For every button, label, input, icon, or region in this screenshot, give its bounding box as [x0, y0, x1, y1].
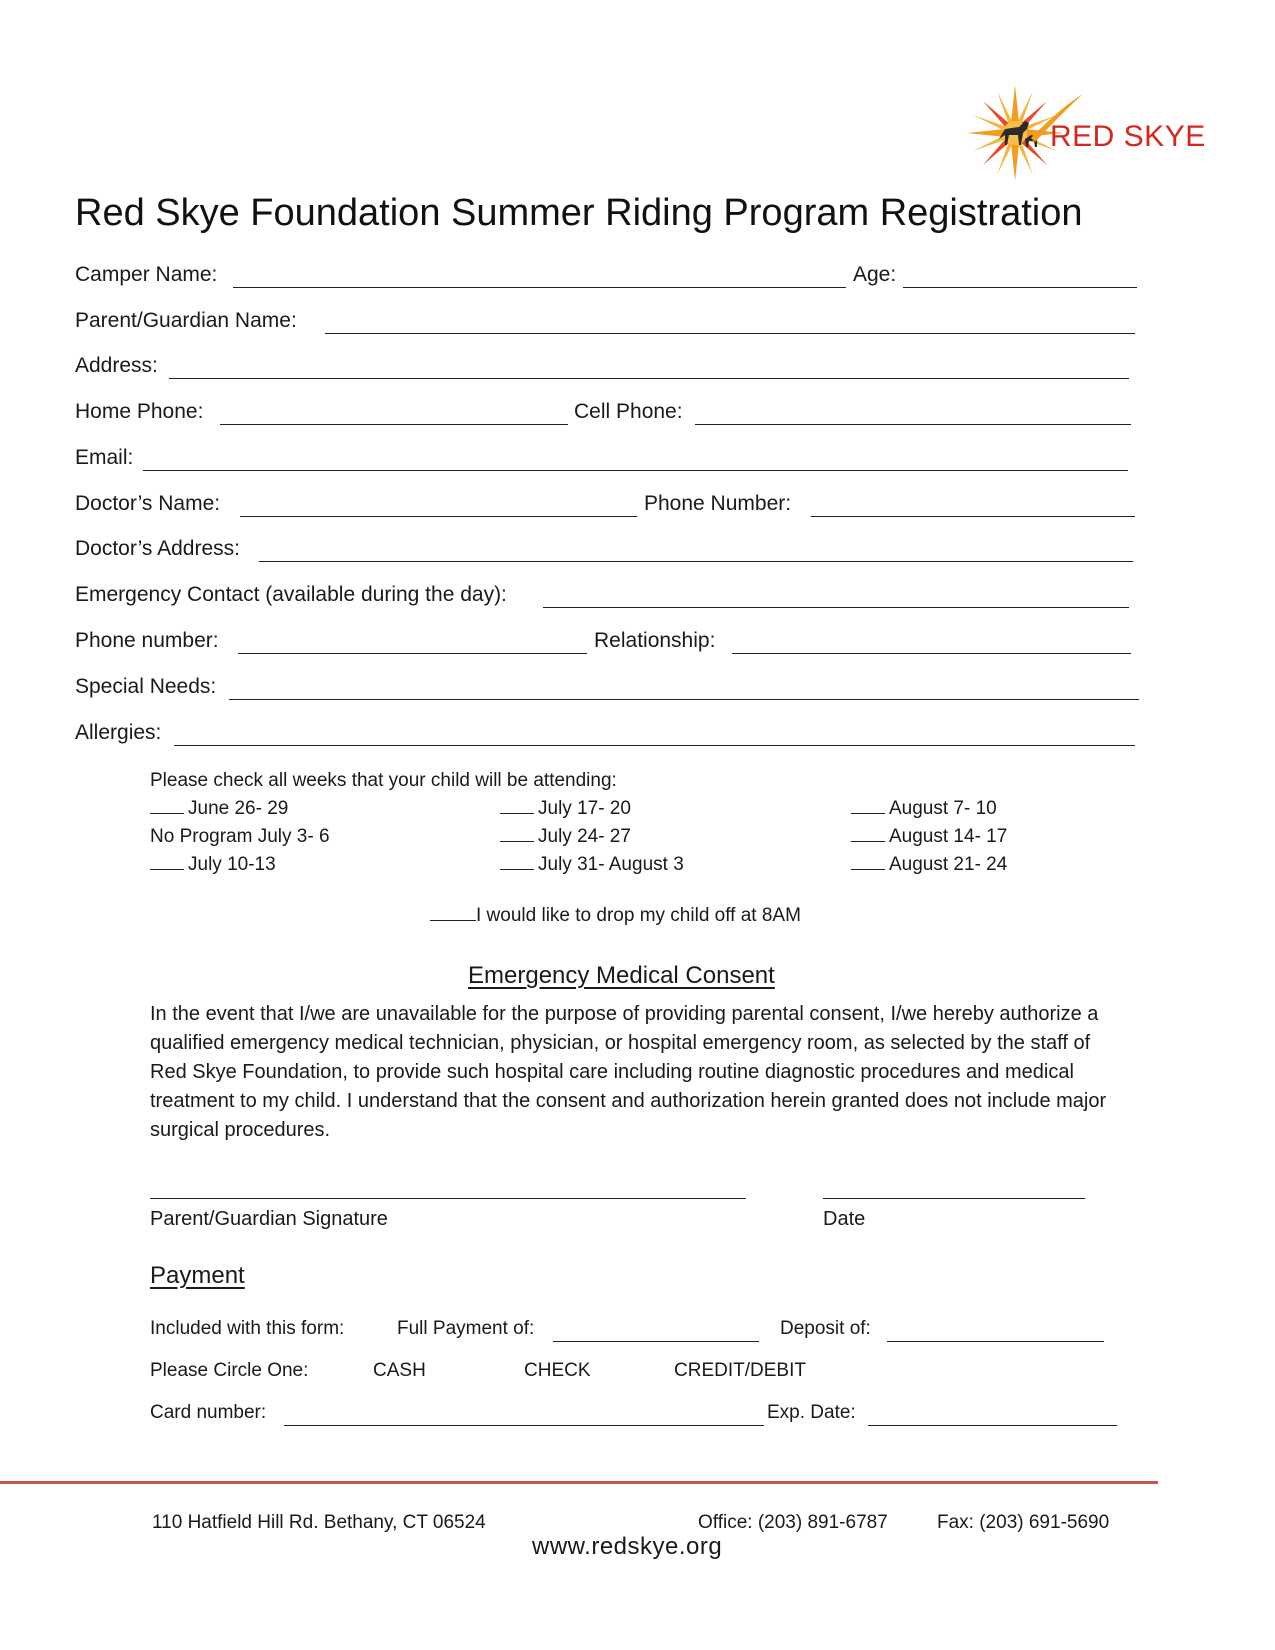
- full-payment-field[interactable]: [553, 1341, 759, 1342]
- address-label: Address:: [75, 354, 158, 377]
- footer-website[interactable]: www.redskye.org: [532, 1533, 723, 1560]
- emergency-phone-label: Phone number:: [75, 629, 219, 652]
- full-payment-label: Full Payment of:: [397, 1318, 535, 1339]
- week-option[interactable]: [851, 826, 1007, 848]
- email-row: [75, 443, 1145, 473]
- week-option[interactable]: [500, 798, 631, 820]
- parent-name-label: Parent/Guardian Name:: [75, 309, 297, 332]
- week-checkbox[interactable]: [150, 857, 184, 870]
- relationship-label: Relationship:: [594, 629, 716, 652]
- home-phone-field[interactable]: [220, 424, 568, 425]
- doctor-name-field[interactable]: [240, 516, 637, 517]
- age-label: Age:: [853, 263, 897, 286]
- special-needs-label: Special Needs:: [75, 675, 217, 698]
- week-option[interactable]: [851, 854, 1007, 876]
- dropoff-option[interactable]: [430, 905, 801, 927]
- cell-phone-field[interactable]: [695, 424, 1131, 425]
- exp-date-field[interactable]: [868, 1425, 1117, 1426]
- credit-debit-option[interactable]: CREDIT/DEBIT: [674, 1360, 806, 1381]
- date-label: Date: [823, 1208, 866, 1230]
- week-checkbox[interactable]: [851, 857, 885, 870]
- week-label: August 7- 10: [889, 798, 997, 819]
- allergies-label: Allergies:: [75, 721, 162, 744]
- week-checkbox[interactable]: [500, 829, 534, 842]
- weeks-intro: Please check all weeks that your child will be attending:: [150, 770, 617, 791]
- signature-label: Parent/Guardian Signature: [150, 1208, 388, 1230]
- doctor-phone-field[interactable]: [811, 516, 1135, 517]
- deposit-field[interactable]: [887, 1341, 1104, 1342]
- doctor-phone-label: Phone Number:: [644, 492, 792, 515]
- emergency-contact-field[interactable]: [543, 607, 1129, 608]
- doctor-name-label: Doctor’s Name:: [75, 492, 221, 515]
- included-label: Included with this form:: [150, 1318, 345, 1339]
- week-label: July 31- August 3: [538, 854, 684, 875]
- week-checkbox[interactable]: [150, 801, 184, 814]
- week-label: June 26- 29: [188, 798, 289, 819]
- footer-office-phone: Office: (203) 891-6787: [698, 1512, 888, 1533]
- payment-heading: Payment: [150, 1262, 245, 1289]
- deposit-label: Deposit of:: [780, 1318, 871, 1339]
- parent-name-field[interactable]: [325, 333, 1135, 334]
- allergies-row: [75, 718, 1145, 748]
- doctor-address-row: [75, 534, 1145, 564]
- week-option[interactable]: [851, 798, 997, 820]
- week-label: No Program July 3- 6: [150, 826, 330, 847]
- week-checkbox[interactable]: [851, 829, 885, 842]
- week-label: August 21- 24: [889, 854, 1008, 875]
- week-checkbox[interactable]: [851, 801, 885, 814]
- address-field[interactable]: [169, 378, 1129, 379]
- exp-date-label: Exp. Date:: [767, 1402, 856, 1423]
- relationship-field[interactable]: [732, 653, 1131, 654]
- doctor-address-label: Doctor’s Address:: [75, 537, 240, 560]
- dropoff-label: I would like to drop my child off at 8AM: [476, 905, 801, 926]
- week-option[interactable]: [500, 854, 684, 876]
- week-option[interactable]: [150, 798, 288, 820]
- special-needs-row: [75, 672, 1145, 702]
- camper-name-row: [75, 260, 1145, 290]
- no-program-note: [150, 826, 330, 848]
- home-phone-label: Home Phone:: [75, 400, 204, 423]
- consent-heading: Emergency Medical Consent: [468, 962, 775, 989]
- check-option[interactable]: CHECK: [524, 1360, 591, 1381]
- week-option[interactable]: [150, 854, 276, 876]
- signature-field[interactable]: [150, 1198, 746, 1199]
- card-number-field[interactable]: [284, 1425, 764, 1426]
- week-option[interactable]: [500, 826, 631, 848]
- phone-row: [75, 397, 1145, 427]
- cash-option[interactable]: CASH: [373, 1360, 426, 1381]
- week-checkbox[interactable]: [500, 857, 534, 870]
- allergies-field[interactable]: [174, 745, 1135, 746]
- footer-rule: [0, 1481, 1158, 1484]
- circle-one-label: Please Circle One:: [150, 1360, 309, 1381]
- email-field[interactable]: [143, 470, 1128, 471]
- emergency-phone-field[interactable]: [238, 653, 587, 654]
- week-label: August 14- 17: [889, 826, 1008, 847]
- footer-address: 110 Hatfield Hill Rd. Bethany, CT 06524: [152, 1512, 486, 1533]
- date-field[interactable]: [823, 1198, 1085, 1199]
- address-row: [75, 351, 1145, 381]
- logo-text: RED SKYE: [1050, 120, 1206, 153]
- card-number-label: Card number:: [150, 1402, 267, 1423]
- parent-name-row: [75, 306, 1145, 336]
- emergency-contact-row: [75, 580, 1145, 610]
- cell-phone-label: Cell Phone:: [574, 400, 683, 423]
- special-needs-field[interactable]: [229, 699, 1139, 700]
- consent-body: In the event that I/we are unavailable for the purpose of providing parental consent, I/we hereby authorize a qualified emergency medical technician, physician, or hospital emergency room, as selected by the staff of Red Skye Foundation, to provide such hospital care including routine diagnostic procedures and medical treatment to my child. I understand that the consent and authorization herein granted does not include major surgical procedures.: [150, 1003, 1107, 1141]
- page-title: Red Skye Foundation Summer Riding Program Registration: [75, 192, 1083, 234]
- footer-fax: Fax: (203) 691-5690: [937, 1512, 1110, 1533]
- week-checkbox[interactable]: [500, 801, 534, 814]
- camper-name-field[interactable]: [233, 287, 846, 288]
- camper-name-label: Camper Name:: [75, 263, 218, 286]
- week-label: July 10-13: [188, 854, 276, 875]
- doctor-address-field[interactable]: [259, 561, 1133, 562]
- emergency-phone-row: [75, 626, 1145, 656]
- dropoff-checkbox[interactable]: [430, 908, 476, 921]
- emergency-contact-label: Emergency Contact (available during the day):: [75, 583, 507, 606]
- week-label: July 17- 20: [538, 798, 631, 819]
- doctor-row: [75, 489, 1145, 519]
- email-label: Email:: [75, 446, 134, 469]
- week-label: July 24- 27: [538, 826, 631, 847]
- age-field[interactable]: [903, 287, 1137, 288]
